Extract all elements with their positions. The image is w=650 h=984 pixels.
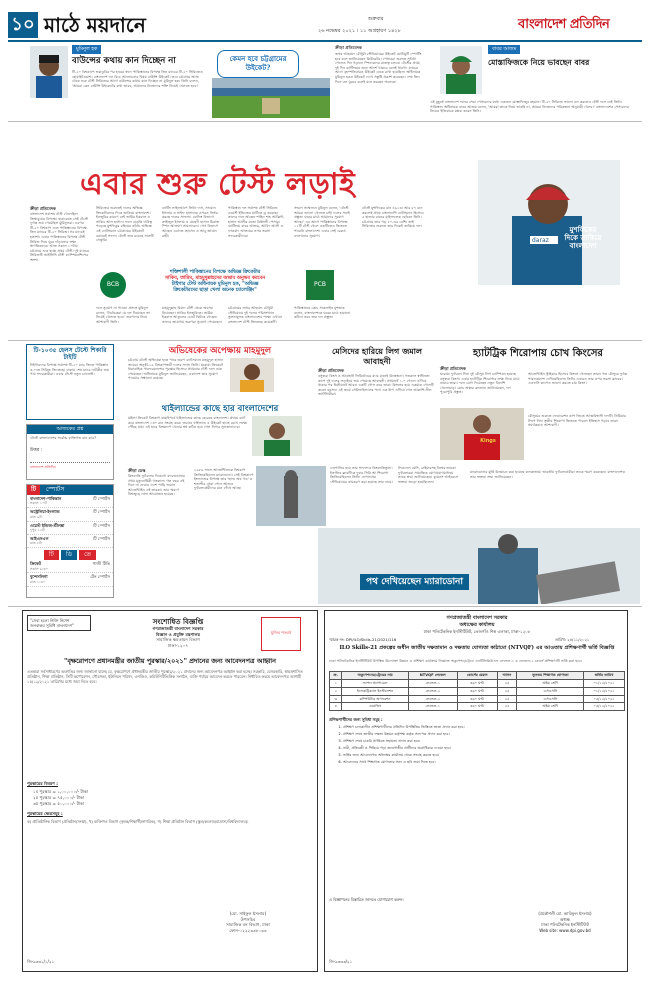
table-cell: ৩ xyxy=(330,695,342,703)
table-header-cell: অকুপেশনের/ট্রেডের নাম xyxy=(342,672,408,680)
pullquote-line1: শক্তিশালী পাকিস্তানের বিপক্ষে অভিজ্ঞ ক্রিকেটার xyxy=(169,270,261,275)
t20-box-body: টাইগারদের বিপক্ষে সর্বশেষ টি-২০ ম্যাচ জিতে পাকিস্তান ৩-০তে সিরিজ জিতেছে। ঢাকায় শেষ ম্যাচে নাটকীয় জয় পায় সফরকারীরা। এবার টেস্টে নতুন চ্যালেঞ্জ। xyxy=(30,363,109,377)
table-header-cell: আসন xyxy=(497,672,517,680)
ad-left-org1: গণপ্রজাতন্ত্রী বাংলাদেশ সরকার xyxy=(152,626,204,631)
table-cell: এসএসসি xyxy=(517,695,584,703)
banner-col6: টেস্টে মুশফিকের রান ৪৯১৩। আর ৮৭ রান করলেই প্রথম বাংলাদেশি ব্যাটসম্যান হিসেবে ৫ হাজার রানের মাইলফলক ছোঁবেন তিনি। চট্টগ্রামে তার গড় ৫০-এর বেশি। তাই সিরিজের শুরুতে তার দিকেই তাকিয়ে দল। xyxy=(362,206,424,229)
tv-program-name: বুন্দেসলিগা xyxy=(30,574,48,580)
quiz-header: আজকের প্রশ্ন xyxy=(27,425,113,434)
tv-program-name: ক্রিকেট xyxy=(30,561,42,567)
table-cell: ২৫ xyxy=(497,687,517,695)
tv-row xyxy=(27,535,113,548)
body-maradona-2: ১৯৮৬ সালে আর্জেন্টিনাকে বিশ্বকাপ জিতিয়েছিলেন ম্যারাডোনা। সেই বিশ্বকাপে ইংল্যান্ডের বিপক্ষে তার 'হ্যান্ড অব গড' ও শতাব্দীর সেরা গোল আজও ফুটবলপ্রেমীদের মনে গেঁথে আছে। xyxy=(194,468,254,491)
condition-item: 5. ভর্তির জন্য আবেদনপত্র অধ্যক্ষের কার্যালয় থেকে সংগ্রহ করতে হবে। xyxy=(343,753,623,758)
condition-item: 4. নারী, প্রতিবন্ধী ও পিছিয়ে পড়া জনগোষ্ঠীর প্রার্থীদের অগ্রাধিকার দেওয়া হবে। xyxy=(343,746,623,751)
ad-right-intro: ঢাকা পলিটেকনিক ইনস্টিটিউট উপস্থিত উদ্যোক্তা উন্নয়ন ও প্রশিক্ষণ কার্যক্রমে নিম্নোক্ত অকুপেশন/ট্রেডে এনটিভিকিউএফ লেভেল-১ ও লেভেল-২ কোর্সে প্রশিক্ষণার্থী ভর্তি করা হবে। xyxy=(329,659,582,663)
quiz-sponsor: বাংলাদেশ প্রতিদিন xyxy=(30,464,56,469)
table-cell: ৩৬০ ঘণ্টা xyxy=(457,687,497,695)
table-cell: ০১/১২/২০২১ xyxy=(584,687,625,695)
table-cell: ০৫/১২/২০২১ xyxy=(584,703,625,711)
ad-right-footer-note: এ বিজ্ঞাপনের বিস্তারিত জানতে যোগাযোগ করুন। xyxy=(329,897,404,902)
tv-channel: টি স্পোর্টস xyxy=(93,535,110,541)
tv-header2-left: টি xyxy=(44,550,59,560)
kicker-kings: ক্রীড়া প্রতিবেদক xyxy=(440,366,466,371)
headline-babar: মোস্তাফিজকে নিয়ে ভাবছেন বাবর xyxy=(488,58,590,67)
table-row xyxy=(330,703,625,711)
ad-left-headline: "বৃক্ষরোপণে প্রধানমন্ত্রীর জাতীয় পুরস্কার/২০২১" প্রদানের জন্য আবেদনপত্র আহ্বান xyxy=(64,657,276,665)
mahmudul-photo xyxy=(230,358,274,392)
banner-lower-col3: চট্টগ্রামের জহুর আহমেদ চৌধুরী স্টেডিয়ামে দুই দলের পরিসংখ্যান তুলনামূলক বাংলাদেশের পক্ষে। এখানে বাংলাদেশ টেস্ট জিতেছে কয়েকটি। xyxy=(228,306,283,324)
photo-caption-line3: বাংলাদেশ xyxy=(569,241,597,250)
banner-col1: বাংলাদেশ সর্বশেষ টেস্ট খেলেছিল জিম্বাবুয়ের বিপক্ষে। হারারেতে সেই টেস্টে দুর্দান্ত জয় পেয়েছিল মুমিনুলরা। এরপর টি-২০ বিশ্বকাপ এবং পাকিস্তানের বিপক্ষে তিন ম্যাচের টি-২০ সিরিজ। সব ম্যাচেই হতাশা। এবার পাকিস্তানের বিপক্ষে টেস্ট সিরিজ দিয়ে ঘুরে দাঁড়ানোর লক্ষ্য স্বাগতিকদের। আজ সকাল ১০টায় চট্টগ্রামে শুরু হচ্ছে প্রথম টেস্ট। দুই ম্যাচের সিরিজটি আইসিসি টেস্ট চ্যাম্পিয়নশিপের অংশ। xyxy=(30,212,89,262)
headline-kings: হ্যাটট্রিক শিরোপায় চোখ কিংসের xyxy=(473,348,603,359)
women-cricket-photo xyxy=(252,416,302,456)
ad-left-org3: সামাজিক ক্ষমতায়ন বিভাগ xyxy=(156,637,200,643)
banner-col2: সিরিজের শুরুতেই দলের অভিজ্ঞ ক্রিকেটারদের দিকে তাকিয়ে বাংলাদেশ। ইনজুরির কারণে নেই তামিম ইকবাল ও সাকিব আল হাসান। ফলে বাড়তি দায়িত্ব পড়েছে মুশফিকুর রহিমের কাঁধে। অভিজ্ঞ এই ব্যাটসম্যান চট্টগ্রামের উইকেটে বরাবরই সফল। টেস্টে তার রয়েছে সাতটি সেঞ্চুরি। xyxy=(96,206,154,243)
table-cell: ওয়েল্ডিং xyxy=(342,703,408,711)
table-header-cell: NTVQF লেভেল xyxy=(408,672,457,680)
wicket-question-box xyxy=(217,50,299,78)
tv-row xyxy=(27,573,113,586)
table-row xyxy=(330,679,625,687)
tv-header-left: টি xyxy=(27,485,40,495)
photo-caption-line2: দিকে তাকিয়ে xyxy=(564,233,602,242)
table-header-cell: ক্র. xyxy=(330,672,342,680)
ad-left-ref: জি-৯৩৩১/১/২১ xyxy=(27,959,55,964)
table-cell: ২ xyxy=(330,687,342,695)
maradona-statue-photo xyxy=(256,466,326,526)
table-cell: ২৫ xyxy=(497,679,517,687)
stadium-photo xyxy=(212,78,330,118)
body-maradona-1: কিংবদন্তি ফুটবলার দিয়েগো ম্যারাডোনার প্রথম মৃত্যুবার্ষিকী গতকাল। গত বছর এই দিনে না ফেরার দেশে পাড়ি জমান আর্জেন্টাইন এই তারকা। তার স্মরণে বিশ্বজুড়ে নানা আয়োজন হয়েছে। xyxy=(128,474,185,497)
ad-slogan-line1: "সেবা হলো নিক্তি নির্দেশ xyxy=(30,618,70,623)
ad-left-title: সংশোধিত বিজ্ঞপ্তি xyxy=(152,617,204,626)
kicker-banner: ক্রীড়া প্রতিবেদক xyxy=(30,206,56,211)
quiz-answer-field[interactable] xyxy=(30,456,110,463)
body-abahani: বসুন্ধরা কিংস ও আবাহনী লিমিটেডের ম্যাচ মানেই উত্তেজনা। গতকাল স্বাধীনতা কাপে দুই দলের লড়াইয়ে জয় পেয়েছে আবাহনী। প্রথমার্ধে ১-০ গোলে এগিয়ে থাকার পর দ্বিতীয়ার্ধে আরও একটি গোল করে তারা। কিংসের হয়ে একমাত্র গোলটি করেন রবসন। এই জয়ে সেমিফাইনালের পথে এক ধাপ এগিয়ে গেল আকাশি-নীল জার্সিধারীরা। xyxy=(318,374,434,397)
kings-logo: Kings xyxy=(476,436,500,446)
tv-row xyxy=(27,522,113,535)
banner-col3: ব্যাটিং লাইনআপে লিটন দাস, সাদমান ইসলাম ও সাইফ হাসানের ওপরও নির্ভর করছে দলের সাফল্য। বোলিং বিভাগে তাইজুল ইসলাম ও মেহেদী হাসান মিরাজ স্পিন আক্রমণ সামলাবেন। পেস বিভাগে আছেন এবাদত হোসেন ও আবু জায়েদ রাহী। xyxy=(162,206,220,238)
table-cell: ৩৬০ ঘণ্টা xyxy=(457,679,497,687)
kicker-abahani: ক্রীড়া প্রতিবেদক xyxy=(318,368,344,373)
body-maradona-3: নেপোলির হয়ে তার সাফল্যও কিংবদন্তিতুল্য। ইতালির ক্লাবটিকে দুবার সিরি আ শিরোপা জিতিয়েছিলেন তিনি। নেপলসের স্টেডিয়ামের নামকরণ করা হয়েছে তার নামে। xyxy=(330,466,393,484)
page-number: ১০ xyxy=(8,12,38,38)
table-cell: ৩৬০ ঘণ্টা xyxy=(457,695,497,703)
ad-slogan-line2: জনবান্ধব সুবিধি বাংলাদেশ" xyxy=(30,623,74,628)
kings-player-photo xyxy=(440,408,524,460)
maradona-caption: পথ দেখিয়েছেন ম্যারাডোনা xyxy=(360,574,469,590)
tv-rows xyxy=(27,495,113,548)
pullquote-line3: টাইগার টেস্ট অধিনায়ক মুমিনুল হক, "অভিজ্ঞ xyxy=(171,282,259,287)
ad-right-signer-title: অধ্যক্ষ xyxy=(559,916,571,922)
bcb-logo: BCB xyxy=(100,272,126,298)
body-mahmudul: চট্টগ্রাম টেস্টে অভিষেক হতে পারে তরুণ ব্যাটসম্যান মাহমুদুল হাসান জয়ের। অনূর্ধ্ব-১৯ বিশ্বকাপজয়ী দলের সদস্য তিনি। ঘরোয়া ক্রিকেটে ধারাবাহিক পারফরম্যান্সের পুরস্কার হিসেবে প্রথমবার টেস্ট দলে ডাক পেয়েছেন। অধিনায়ক মুমিনুল জানিয়েছেন, একাদশে তার সুযোগ পাওয়ার সম্ভাবনা রয়েছে। xyxy=(128,358,224,381)
quiz-answer-label: উত্তর : xyxy=(30,447,43,453)
prize-list xyxy=(33,789,88,807)
body-kings-2: আর্জেন্টাইন স্ট্রাইকার হিসেবে কিংসে খেলছেন তারা। গত মৌসুমে দুর্দান্ত পারফরম্যান্স দেখিয়েছিলেন তিনি। এবারও তার ওপর ভরসা ক্লাবের। এএফসি কাপেও ভালো করতে চায় কিংস। xyxy=(528,372,628,386)
ad-right-org2: অধ্যক্ষের কার্যালয় xyxy=(459,621,495,628)
kicker-maradona: ক্রীড়া ডেস্ক xyxy=(128,468,146,473)
ad-tree-plantation xyxy=(22,610,318,972)
body-babar: এই মুহূর্তে বাংলাদেশ দলের সেরা পেসারদের মধ্যে একজন মোস্তাফিজুর রহমান। টি-২০ সিরিজে ভালো বল করলেও টেস্ট দলে নেই তিনি। পাকিস্তান অধিনায়ক বাবর আজম বলেন, 'আমরা তাকে নিয়ে ভাবছি না, আমরা নিজেদের পরিকল্পনা অনুযায়ী খেলব।' বাংলাদেশের পেসারদের নিয়েও ইতিবাচক মন্তব্য করেন তিনি। xyxy=(430,100,629,114)
table-cell: ২৫ xyxy=(497,703,517,711)
ad-left-org4: ঢাকা-১২০৭ xyxy=(167,643,189,649)
table-cell: লেভেল-১ xyxy=(408,679,457,687)
table-cell: লেভেল-১ xyxy=(408,703,457,711)
banner-col5: সংবাদ সম্মেলনে মুমিনুল বলেন, 'টেস্টে আমরা ভালো খেলতে চাই। দলের সবাই প্রস্তুত। ঘরের মাঠে আমাদের সুযোগ আছে।' এর আগে পাকিস্তানের বিপক্ষে ১১টি টেস্ট খেলে একটিতেও জিততে পারেনি বাংলাদেশ। এবার সেই রেকর্ড বদলানোর সুযোগ। xyxy=(294,206,350,238)
section-title: মাঠে ময়দানে xyxy=(44,13,146,37)
condition-item: 6. আবেদনের সাথে শিক্ষাগত যোগ্যতার সনদ ও ছবি জমা দিতে হবে। xyxy=(343,760,623,765)
tv-row xyxy=(27,508,113,521)
kicker-wicket: ক্রীড়া প্রতিবেদক xyxy=(335,45,362,50)
table-header-cell: ভর্তির তারিখ xyxy=(584,672,625,680)
ad-left-eligibility: ক) প্রাতিষ্ঠানিক বিভাগ (প্রতিষ্ঠান/সংস্থা), খ) ব্যক্তিগত বিভাগ (কৃষক/শিক্ষার্থী/নাগরিক), গ) শিক্ষা প্রতিষ্ঠান বিভাগ (স্কুল/কলেজ/মাদ্রাসা/বিশ্ববিদ্যালয়)। xyxy=(27,819,249,824)
condition-item: 2. প্রশিক্ষণ শেষে জাতীয় দক্ষতা উন্নয়ন কর্তৃপক্ষ কর্তৃক সনদপত্র প্রদান করা হবে। xyxy=(343,732,623,737)
table-cell: ৩৬০ ঘণ্টা xyxy=(457,703,497,711)
tv-channel: টি স্পোর্টস xyxy=(93,509,110,515)
banner-lower-col4: পাকিস্তানের কোচ সাকলাইন মুশতাক বলেন, বাংলাদেশকে ঘরের মাঠে হারানো কঠিন। তবে তার দল প্রস্তুত। xyxy=(294,306,351,320)
tv-time: দুপুর ১২টা xyxy=(30,527,46,532)
tv-time: রাত ৮টা xyxy=(30,541,43,546)
ad-right-headline: ILO Skills-21 প্রকল্পের অধীন জাতীয় দক্ষতামান ও দক্ষতায় যোগ্যতা কাঠামো (NTVQF) এর আওতায় প্রশিক্ষণার্থী ভর্তি বিজ্ঞপ্তি xyxy=(339,645,615,651)
tv-program-name: ওয়েস্ট ইন্ডিজ-শ্রীলঙ্কা xyxy=(30,522,65,528)
ad-right-signer-org: ঢাকা পলিটেকনিক ইনস্টিটিউট xyxy=(541,922,589,927)
table-row xyxy=(330,695,625,703)
table-header-cell: ন্যূনতম শিক্ষাগত যোগ্যতা xyxy=(517,672,584,680)
edition-day: শুক্রবার xyxy=(368,16,384,22)
body-maradona-4: লিওনেল মেসি, নেইমারসহ বিশ্বের তারকা ফুটবলাররা সামাজিক যোগাযোগমাধ্যমে তাকে শ্রদ্ধা জানিয়েছেন। বুয়েনস আইরেসে ভক্তরা জড়ো হয়েছিলেন। xyxy=(398,466,458,484)
ad-polytechnic xyxy=(324,610,628,972)
body-thailand: মহিলা ক্রিকেট বিশ্বকাপ বাছাইপর্বে থাইল্যান্ডের কাছে হেরেছে বাংলাদেশ। প্রথমে ব্যাট করে বাংলাদেশ ১৩০ রান সংগ্রহ করে। জবাবে থাইল্যান্ড ৪ উইকেট হাতে রেখে লক্ষ্যে পৌঁছে যায়। এই হারে বিশ্বকাপে খেলার স্বপ্ন কঠিন হয়ে গেল নিগার সুলতানাদের। xyxy=(128,416,248,430)
body-maradona-5: ম্যারাডোনার মূর্তি উন্মোচন করা হয়েছে কলকাতায়। ভারতীয় ফুটবলপ্রেমীরা তাকে স্মরণ করেছেন। বাংলাদেশেও তার ভক্তরা শ্রদ্ধা জানিয়েছেন। xyxy=(470,470,626,479)
pullquote xyxy=(130,270,300,294)
ad-right-web[interactable]: Web site: www.dpi.gov.bd xyxy=(539,927,591,933)
svg-text:daraz: daraz xyxy=(532,237,549,244)
headline-abahani: মেসিদের হারিয়ে লিগ জমাল আবাহনী xyxy=(332,346,422,366)
body-kings-1: ঘরোয়া ফুটবলে টানা দুই মৌসুম লিগ চ্যাম্পিয়ন হয়েছে বসুন্ধরা কিংস। এবার হ্যাটট্রিক শিরোপার লক্ষ্য নিয়ে মাঠে নামবে তারা। দলে যোগ দিয়েছেন নতুন বিদেশি খেলোয়াড়। কোচ অস্কার ব্রুজোন জানিয়েছেন, দল পুরোপুরি প্রস্তুত। xyxy=(440,372,520,395)
photo-caption-line1: মুশফিকের xyxy=(569,225,597,234)
t20-box xyxy=(26,344,114,420)
headline-bounce: বাউন্সের কথায় কান দিচ্ছেন না xyxy=(72,56,176,66)
table-cell: ৪ xyxy=(330,703,342,711)
conditions-list xyxy=(335,725,623,767)
masthead-logo: বাংলাদেশ প্রতিদিন xyxy=(518,17,610,32)
tv-row xyxy=(27,560,113,573)
page-header xyxy=(8,12,642,38)
banner-lower-col2: মাহমুদুল্লাহ রিয়াদ টেস্ট থেকে অবসর নিয়েছেন। সাকিব ইনজুরিতে। তামিম ইকবাল আঙুলের চোটে ছিটকে গেছেন। তাদের জায়গায় তরুণরা সুযোগ পেয়েছেন। xyxy=(162,306,222,324)
tv-row xyxy=(27,495,113,508)
headline-mahmudul: অভিষেকের অপেক্ষায় মাহমুদুল xyxy=(168,346,272,356)
pcb-logo: PCB xyxy=(306,270,334,300)
table-cell: অষ্টম শ্রেণি xyxy=(517,679,584,687)
ad-right-org1: গণপ্রজাতন্ত্রী বাংলাদেশ সরকার xyxy=(446,615,508,621)
mushfiq-photo xyxy=(478,160,620,285)
banner-col4: পাকিস্তান দল সর্বশেষ টেস্ট সিরিজে ওয়েস্ট ইন্ডিজের মাটিতে ড্র করেছে। তাদের দলে আছেন শাহিন শাহ আফ্রিদি, হাসান আলীর মতো বিধ্বংসী পেসার। ব্যাটিংয়ে বাবর আজম, আবিদ আলী ও ফাওয়াদ আলমের ওপর ভরসা সফরকারীদের। xyxy=(228,206,285,238)
table-cell: ১ xyxy=(330,679,342,687)
prize-item: ২য় পুরস্কার = ৭৫,০০০/- টাকা xyxy=(33,795,85,800)
ad-left-body: এতদ্বারা সর্বসাধারণের অবগতির জন্য জানানো যাচ্ছে যে, বৃক্ষরোপণে প্রধানমন্ত্রীর জাতীয় পুরস্কার/২০২১ প্রদানের জন্য আবেদনপত্র আহ্বান করা হচ্ছে। সরকারি, বেসরকারি, স্বায়ত্তশাসিত প্রতিষ্ঠান, শিক্ষা প্রতিষ্ঠান, সিটি কর্পোরেশন, পৌরসভা, ইউনিয়ন পরিষদ, এনজিও, কমিউনিটিভিত্তিক সংগঠন, ব্যক্তি পর্যায়ে আবেদন করতে পারবেন। নির্ধারিত ফরমে আবেদনপত্র আগামী ১৫/১২/২০২১ তারিখের মধ্যে জমা দিতে হবে। xyxy=(27,669,303,684)
ad-right-signer: (প্রকৌশলী মো. আরিফুল ইসলাম) xyxy=(538,911,592,916)
ad-left-org2: বিজ্ঞান ও প্রযুক্তি মন্ত্রণালয় xyxy=(155,631,201,637)
tv-header-right: স্পোর্টস xyxy=(40,485,113,495)
ad-right-conditions-header: প্রশিক্ষণার্থীদের জন্য সুবিধা সমূহ : xyxy=(329,717,383,722)
table-cell: লেভেল-২ xyxy=(408,695,457,703)
course-table-header xyxy=(330,672,625,680)
photo-caption xyxy=(548,226,618,250)
pullquote-line4: ক্রিকেটারদের ছাড়া খেলা অনেক চ্যালেঞ্জিং" xyxy=(173,288,257,293)
condition-item: 1. প্রশিক্ষণ চলাকালীন প্রশিক্ষণার্থীদের প্রতিদিন উপস্থিতির ভিত্তিতে ভাতা প্রদান করা হবে। xyxy=(343,725,623,730)
tv-time: সকাল ১০টা xyxy=(30,501,48,506)
table-cell: কম্পিউটার অপারেশন xyxy=(342,695,408,703)
ad-left-eligibility-header: পুরস্কারের ক্ষেত্রসমূহ : xyxy=(27,811,63,816)
ad-right-ref: জি-৯৩৩৩/২১ xyxy=(329,959,353,964)
t20-box-title: টি-১০৩৫ হেলস টেস্টে শিকারি টাইটি xyxy=(33,347,107,361)
kicker-mominul: মুমিনুল হক xyxy=(72,45,101,54)
wicket-question: কেমন হবে চট্টগ্রামের উইকেট? xyxy=(229,54,287,72)
table-cell: ফ্যাশন অ্যাপারেল xyxy=(342,679,408,687)
pullquote-line2: সাকিব, তামিম, মাহমুদুল্লাহদের অভাব অনুভব করবেন xyxy=(164,276,266,281)
ad-left-signer-title: উপসচিব xyxy=(240,916,256,922)
tv-channel: টি স্পোর্টস xyxy=(93,522,110,528)
prize-item: ৩য় পুরস্কার = ৫০,০০০/- টাকা xyxy=(33,801,85,806)
tv-schedule-box xyxy=(26,484,114,598)
tv-time: সকাল ৯:৩০ xyxy=(30,566,48,571)
tv-program-name: আইএসএল xyxy=(30,535,49,541)
ad-right-org3: ঢাকা পলিটেকনিক ইনস্টিটিউট, তেজগাঁও শিল্প এলাকা, ঢাকা-১২০৮ xyxy=(423,628,531,634)
ad-left-signer-org: সামাজিক বন বিভাগ, ঢাকা xyxy=(226,922,270,927)
table-cell: ০৫/১২/২০২১ xyxy=(584,695,625,703)
maradona-hero-photo xyxy=(318,528,640,604)
prize-item: ১ম পুরস্কার = ১,০০,০০০/- টাকা xyxy=(33,789,89,794)
table-cell: লেভেল-২ xyxy=(408,687,457,695)
quiz-question: টেস্টে বাংলাদেশের সর্বোচ্চ ব্যক্তিগত রান কার? xyxy=(30,435,96,440)
tv-header2-mid: ডি xyxy=(61,550,77,560)
tv-channel: গাজী টিভি xyxy=(92,561,110,567)
headline-thailand: থাইল্যান্ডের কাছে হার বাংলাদেশের xyxy=(161,404,279,414)
ad-left-prize-header: পুরস্কারের বিবরণ : xyxy=(27,781,58,786)
ad-slogan xyxy=(27,615,91,631)
banner-lower-col1: দলে সুযোগ না পাওয়া প্রসঙ্গে মুমিনুল বলেন, 'নির্বাচকরা যে দল দিয়েছেন তা নিয়েই খেলতে হবে।' তরুণদের নিয়ে আশাবাদী তিনি। xyxy=(96,306,150,324)
ad-left-signer: (মো. সাইফুল ইসলাম) xyxy=(229,911,267,916)
table-header-cell: কোর্সের মেয়াদ xyxy=(457,672,497,680)
tv-program-name: অস্ট্রেলিয়া-ইংল্যান্ড xyxy=(30,509,60,515)
table-cell: অষ্টম শ্রেণি xyxy=(517,703,584,711)
quiz-box xyxy=(26,424,114,480)
table-cell: এসএসসি xyxy=(517,687,584,695)
tv-rows2 xyxy=(27,560,113,586)
babar-photo xyxy=(440,46,482,94)
table-cell: ইলেকট্রিক্যাল ইনস্টলেশন xyxy=(342,687,408,695)
issue-date: ২৬ নভেম্বর ২০২১ । ১১ অগ্রহায়ণ ১৪২৮ xyxy=(318,28,401,34)
mujib-logo: মুজিব শতবর্ষ xyxy=(261,617,301,651)
ad-left-phone: ফোন-০২২২৩৩৮০৩৩ xyxy=(229,927,267,933)
mominul-photo xyxy=(30,46,68,98)
tv-time: রাত ১:৩০ xyxy=(30,579,46,584)
main-headline: এবার শুরু টেস্ট লড়াই xyxy=(80,167,356,202)
ad-right-memo: স্মারক নং: DPI/ILO/Skills-21/2021/116 xyxy=(329,637,397,642)
kicker-babar: বাবর আজম xyxy=(488,45,520,54)
tv-channel: টি স্পোর্টস xyxy=(93,496,110,502)
tv-time: রাত ৯টা xyxy=(30,514,43,519)
tv-program-name: বাংলাদেশ-পাকিস্তান xyxy=(30,496,62,502)
tv-header2 xyxy=(27,550,113,560)
body-kings-3: মৌসুমের শুরুতে ফেডারেশন কাপ জিতে আত্মবিশ্বাসী দলটি। প্রিমিয়ার লিগে টানা তৃতীয় শিরোপা জিততে পারলে ইতিহাস গড়বে তারা। সমর্থকরাও আশাবাদী। xyxy=(528,414,626,428)
body-bounce: টি-২০ বিশ্বকাপে ভরাডুবির পর হারের স্বাদে পাকিস্তানের বিপক্ষে তিন ম্যাচের টি-২০ সিরিজেও হোয়াইটওয়াশ। বাংলাদেশ দল বিচে আলোচনার বিষয় বাউন্সি উইকেট। তবে চট্টগ্রামে আজ থেকে শুরু টেস্ট সিরিজের আগে বাউন্সের কথায় কান দিচ্ছেন না মুমিনুল হক। তিনি বলেন, 'আমরা কেন বাউন্সি উইকেটের কথা ভাবব, আমাদের নিজেদের শক্তি নিয়েই খেলতে হবে।' xyxy=(72,70,203,88)
tv-channel: টেন স্পোর্টস xyxy=(90,574,110,580)
tv-header2-right: তে xyxy=(79,550,96,560)
ad-right-date: তারিখ: ২৪/১১/২০২১ xyxy=(555,637,590,642)
table-row xyxy=(330,687,625,695)
course-table xyxy=(329,671,625,711)
table-cell: ২৫ xyxy=(497,695,517,703)
condition-item: 3. প্রশিক্ষণ শেষে চাকরি প্রাপ্তিতে সহায়তা প্রদান করা হবে। xyxy=(343,739,623,744)
body-wicket: জহুর আহমেদ চৌধুরী স্টেডিয়ামের উইকেট মোটামুটি স্পোর্টিং হবে বলে জানিয়েছেন কিউরেটর। পেসাররা শুরুতে সুবিধা পেলেও দিন গড়ালে স্পিনারদের রাজত্ব চলবে। টেস্টের প্রথম দুই দিন ব্যাটিংয়ের জন্য আদর্শ থাকবে বলেই ধারণা। ম্যাচের আগে বৃহস্পতিবারও উইকেট ঢেকে রাখা হয়েছিল। অধিনায়ক মুমিনুল হকও উইকেট দেখে সন্তুষ্টি প্রকাশ করেছেন। শেষ তিন দিনে বল ঘুরবে বলেই মনে করছেন অনেকে। xyxy=(335,52,422,84)
table-cell: ০১/১২/২০২১ xyxy=(584,679,625,687)
tv-header xyxy=(27,485,113,495)
